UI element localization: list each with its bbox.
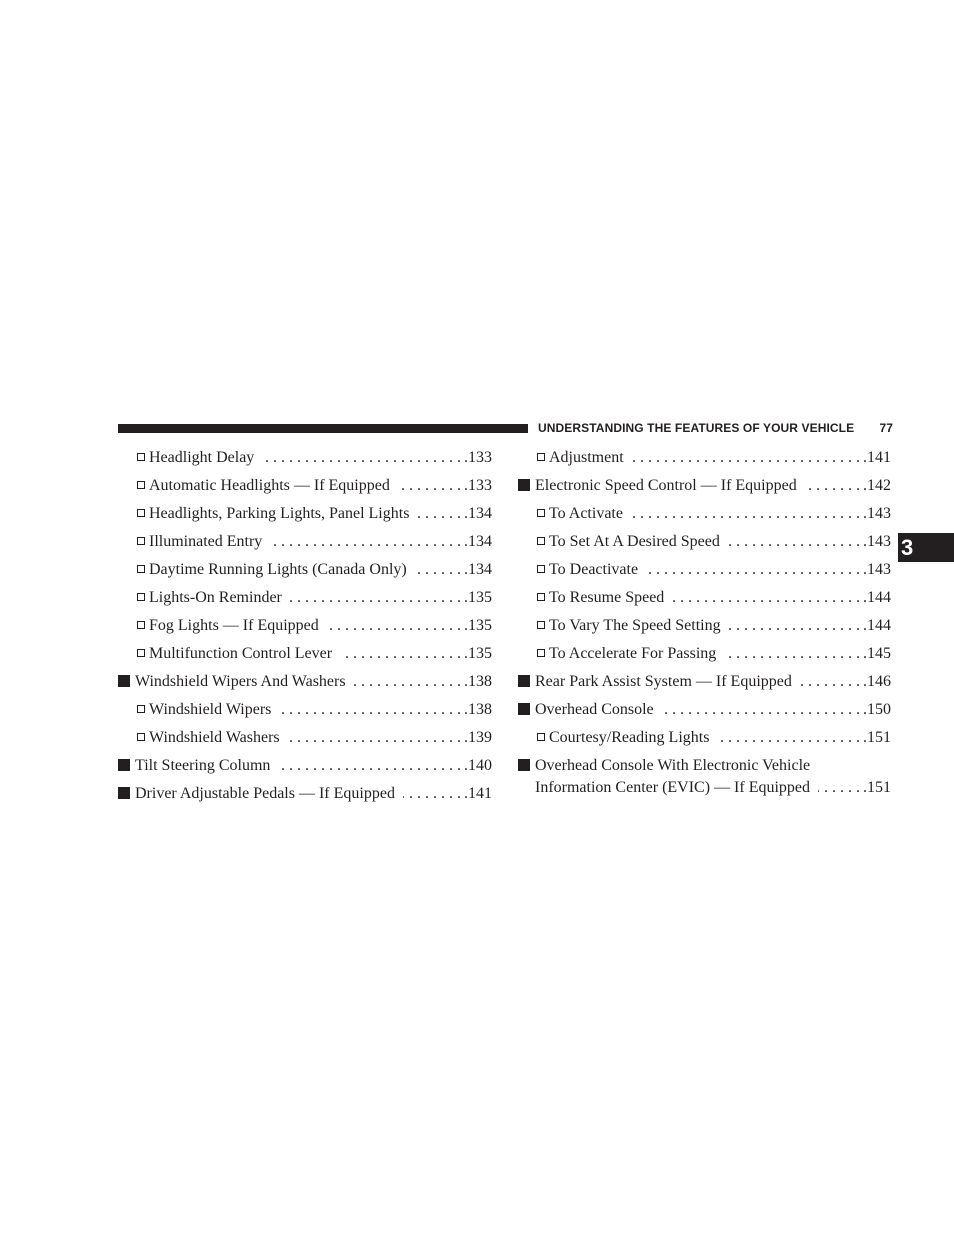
- toc-entry-page: .140: [464, 757, 492, 774]
- toc-entry-page: .143: [863, 561, 891, 578]
- toc-entry-page: .133: [464, 449, 492, 466]
- toc-entry-page: .134: [464, 561, 492, 578]
- toc-entry-label: Headlight Delay: [149, 449, 255, 466]
- toc-entry-label: Fog Lights — If Equipped: [149, 617, 319, 634]
- dot-leader: [631, 503, 860, 525]
- dot-leader: [279, 699, 461, 721]
- toc-entry-label: Windshield Wipers: [149, 701, 272, 718]
- toc-entry-page: .150: [863, 701, 891, 718]
- dot-leader: [646, 559, 860, 581]
- toc-section-entry[interactable]: [118, 671, 492, 699]
- dot-leader: [724, 643, 860, 665]
- dot-leader: [800, 671, 860, 693]
- toc-entry-label: To Deactivate: [549, 561, 639, 578]
- hollow-square-bullet-icon: [537, 649, 545, 657]
- toc-subsection-entry[interactable]: [118, 727, 492, 755]
- toc-entry-label: Tilt Steering Column: [135, 757, 271, 774]
- toc-entry-label: Electronic Speed Control — If Equipped: [535, 477, 797, 494]
- toc-subsection-entry[interactable]: [518, 727, 891, 755]
- toc-section-entry[interactable]: [518, 475, 891, 503]
- toc-entry-label: To Vary The Speed Setting: [549, 617, 721, 634]
- page-number: 77: [879, 421, 893, 435]
- toc-left-column: [118, 447, 492, 811]
- toc-entry-page: .135: [464, 617, 492, 634]
- hollow-square-bullet-icon: [537, 453, 545, 461]
- dot-leader: [728, 531, 860, 553]
- toc-subsection-entry[interactable]: [118, 559, 492, 587]
- filled-square-bullet-icon: [118, 759, 130, 771]
- toc-entry-page: .151: [863, 729, 891, 746]
- toc-entry-page: .144: [863, 589, 891, 606]
- hollow-square-bullet-icon: [137, 649, 145, 657]
- toc-entry-label: Overhead Console: [535, 701, 654, 718]
- toc-entry-page: .141: [464, 785, 492, 802]
- toc-subsection-entry[interactable]: [518, 643, 891, 671]
- chapter-tab: 3: [898, 533, 954, 562]
- toc-section-entry[interactable]: [518, 699, 891, 727]
- toc-entry-label: Illuminated Entry: [149, 533, 263, 550]
- toc-subsection-entry[interactable]: [118, 475, 492, 503]
- toc-subsection-entry[interactable]: [518, 559, 891, 587]
- toc-entry-page: .134: [464, 505, 492, 522]
- toc-entry-page: .139: [464, 729, 492, 746]
- toc-entry-page: .143: [863, 533, 891, 550]
- toc-entry-page: .143: [863, 505, 891, 522]
- toc-entry-label: To Activate: [549, 505, 623, 522]
- hollow-square-bullet-icon: [537, 733, 545, 741]
- dot-leader: [417, 503, 461, 525]
- toc-section-entry[interactable]: [118, 783, 492, 811]
- dot-leader: [632, 447, 860, 469]
- hollow-square-bullet-icon: [137, 621, 145, 629]
- toc-entry-label: Daytime Running Lights (Canada Only): [149, 561, 407, 578]
- dot-leader: [340, 643, 461, 665]
- toc-section-entry[interactable]: [518, 671, 891, 699]
- toc-entry-page: .135: [464, 589, 492, 606]
- toc-section-entry[interactable]: [118, 755, 492, 783]
- toc-entry-page: .144: [863, 617, 891, 634]
- toc-entry-label-continued: Information Center (EVIC) — If Equipped: [535, 779, 811, 796]
- dot-leader: [398, 475, 461, 497]
- dot-leader: [288, 727, 461, 749]
- section-title: UNDERSTANDING THE FEATURES OF YOUR VEHICLE: [538, 421, 855, 435]
- toc-entry-label: Automatic Headlights — If Equipped: [149, 477, 390, 494]
- dot-leader: [354, 671, 461, 693]
- toc-entry-label: Windshield Wipers And Washers: [135, 673, 346, 690]
- hollow-square-bullet-icon: [537, 565, 545, 573]
- toc-subsection-entry[interactable]: [118, 503, 492, 531]
- dot-leader: [262, 447, 461, 469]
- hollow-square-bullet-icon: [137, 733, 145, 741]
- toc-entry-page: .141: [863, 449, 891, 466]
- hollow-square-bullet-icon: [537, 509, 545, 517]
- toc-entry-page: .151: [863, 779, 891, 796]
- hollow-square-bullet-icon: [137, 593, 145, 601]
- toc-entry-label: To Set At A Desired Speed: [549, 533, 720, 550]
- toc-entry-label: To Resume Speed: [549, 589, 665, 606]
- toc-entry-page: .138: [464, 701, 492, 718]
- toc-subsection-entry[interactable]: [518, 531, 891, 559]
- hollow-square-bullet-icon: [537, 537, 545, 545]
- toc-entry-label: Overhead Console With Electronic Vehicle: [535, 757, 811, 774]
- filled-square-bullet-icon: [518, 759, 530, 771]
- hollow-square-bullet-icon: [137, 509, 145, 517]
- filled-square-bullet-icon: [518, 675, 530, 687]
- toc-entry-label: Adjustment: [549, 449, 624, 466]
- toc-entry-page: .146: [863, 673, 891, 690]
- filled-square-bullet-icon: [518, 703, 530, 715]
- toc-section-entry[interactable]: [518, 755, 891, 801]
- dot-leader: [327, 615, 461, 637]
- hollow-square-bullet-icon: [137, 481, 145, 489]
- dot-leader: [290, 587, 461, 609]
- toc-right-column: [518, 447, 891, 801]
- hollow-square-bullet-icon: [537, 593, 545, 601]
- dot-leader: [729, 615, 860, 637]
- dot-leader: [818, 777, 860, 799]
- toc-subsection-entry[interactable]: [518, 587, 891, 615]
- dot-leader: [672, 587, 860, 609]
- toc-subsection-entry[interactable]: [118, 531, 492, 559]
- hollow-square-bullet-icon: [137, 537, 145, 545]
- hollow-square-bullet-icon: [137, 705, 145, 713]
- toc-entry-label: Multifunction Control Lever: [149, 645, 333, 662]
- dot-leader: [662, 699, 860, 721]
- toc-subsection-entry[interactable]: [518, 447, 891, 475]
- dot-leader: [415, 559, 461, 581]
- dot-leader: [805, 475, 860, 497]
- toc-subsection-entry[interactable]: [118, 615, 492, 643]
- filled-square-bullet-icon: [118, 675, 130, 687]
- toc-entry-page: .145: [863, 645, 891, 662]
- hollow-square-bullet-icon: [137, 453, 145, 461]
- toc-entry-label: Windshield Washers: [149, 729, 280, 746]
- toc-subsection-entry[interactable]: [118, 643, 492, 671]
- filled-square-bullet-icon: [518, 479, 530, 491]
- dot-leader: [270, 531, 461, 553]
- dot-leader: [717, 727, 860, 749]
- running-header: [538, 420, 893, 436]
- toc-entry-page: .135: [464, 645, 492, 662]
- toc-entry-label: Rear Park Assist System — If Equipped: [535, 673, 792, 690]
- header-rule: [118, 424, 528, 433]
- dot-leader: [278, 755, 461, 777]
- toc-entry-page: .134: [464, 533, 492, 550]
- dot-leader: [403, 783, 461, 805]
- toc-subsection-entry[interactable]: [118, 447, 492, 475]
- toc-entry-label: Courtesy/Reading Lights: [549, 729, 710, 746]
- hollow-square-bullet-icon: [537, 621, 545, 629]
- toc-subsection-entry[interactable]: [118, 587, 492, 615]
- toc-entry-label: Lights-On Reminder: [149, 589, 282, 606]
- toc-entry-label: Headlights, Parking Lights, Panel Lights: [149, 505, 410, 522]
- toc-subsection-entry[interactable]: [518, 503, 891, 531]
- toc-entry-label: Driver Adjustable Pedals — If Equipped: [135, 785, 395, 802]
- toc-entry-page: .142: [863, 477, 891, 494]
- toc-entry-label: To Accelerate For Passing: [549, 645, 717, 662]
- toc-subsection-entry[interactable]: [118, 699, 492, 727]
- hollow-square-bullet-icon: [137, 565, 145, 573]
- toc-entry-page: .138: [464, 673, 492, 690]
- toc-subsection-entry[interactable]: [518, 615, 891, 643]
- filled-square-bullet-icon: [118, 787, 130, 799]
- toc-entry-page: .133: [464, 477, 492, 494]
